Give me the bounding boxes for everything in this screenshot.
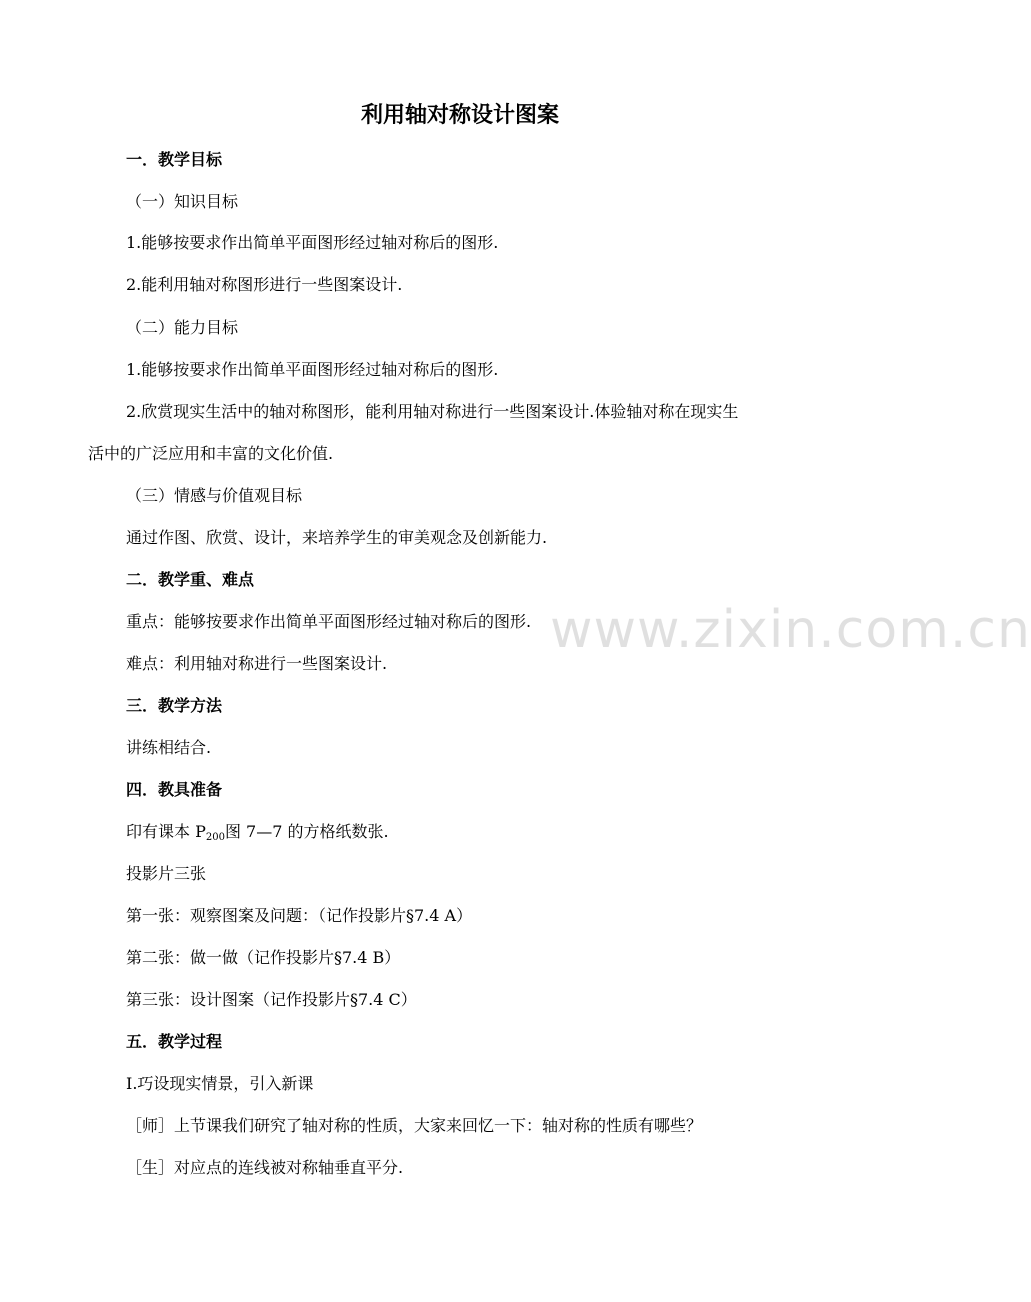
paragraph: 第三张：设计图案（记作投影片§7.4 C）: [126, 990, 417, 1009]
paragraph: Ⅰ.巧设现实情景，引入新课: [126, 1074, 314, 1093]
text-span: 图 7—7 的方格纸数张.: [224, 822, 389, 841]
paragraph: 重点：能够按要求作出简单平面图形经过轴对称后的图形.: [126, 612, 532, 631]
subheading-knowledge: （一）知识目标: [126, 192, 239, 211]
paragraph: ［师］上节课我们研究了轴对称的性质，大家来回忆一下：轴对称的性质有哪些？: [126, 1116, 703, 1135]
paragraph: 1.能够按要求作出简单平面图形经过轴对称后的图形.: [126, 233, 499, 252]
paragraph: 2.能利用轴对称图形进行一些图案设计.: [126, 275, 403, 294]
section-heading-process: 五．教学过程: [126, 1032, 223, 1051]
watermark: www.zixin.com.cn: [550, 600, 1031, 660]
section-heading-key-points: 二．教学重、难点: [126, 570, 255, 589]
paragraph: 第二张：做一做（记作投影片§7.4 B）: [126, 948, 401, 967]
section-heading-materials: 四．教具准备: [126, 780, 223, 799]
paragraph: 2.欣赏现实生活中的轴对称图形，能利用轴对称进行一些图案设计.体验轴对称在现实生: [126, 402, 739, 421]
paragraph: [126, 822, 389, 848]
text-span: 印有课本 P: [126, 822, 206, 841]
subscript: 200: [205, 832, 225, 843]
paragraph: 投影片三张: [126, 864, 207, 883]
subheading-emotion: （三）情感与价值观目标: [126, 486, 303, 505]
paragraph: 通过作图、欣赏、设计，来培养学生的审美观念及创新能力.: [126, 528, 548, 547]
paragraph-continuation: 活中的广泛应用和丰富的文化价值.: [88, 444, 334, 463]
paragraph: ［生］对应点的连线被对称轴垂直平分.: [126, 1158, 404, 1177]
paragraph: 第一张：观察图案及问题：（记作投影片§7.4 A）: [126, 906, 473, 925]
page-title: 利用轴对称设计图案: [360, 103, 559, 128]
paragraph: 讲练相结合.: [126, 738, 212, 757]
paragraph: 1.能够按要求作出简单平面图形经过轴对称后的图形.: [126, 360, 499, 379]
subheading-ability: （二）能力目标: [126, 318, 239, 337]
section-heading-goals: 一．教学目标: [126, 150, 223, 169]
paragraph: 难点：利用轴对称进行一些图案设计.: [126, 654, 388, 673]
section-heading-method: 三．教学方法: [126, 696, 223, 715]
